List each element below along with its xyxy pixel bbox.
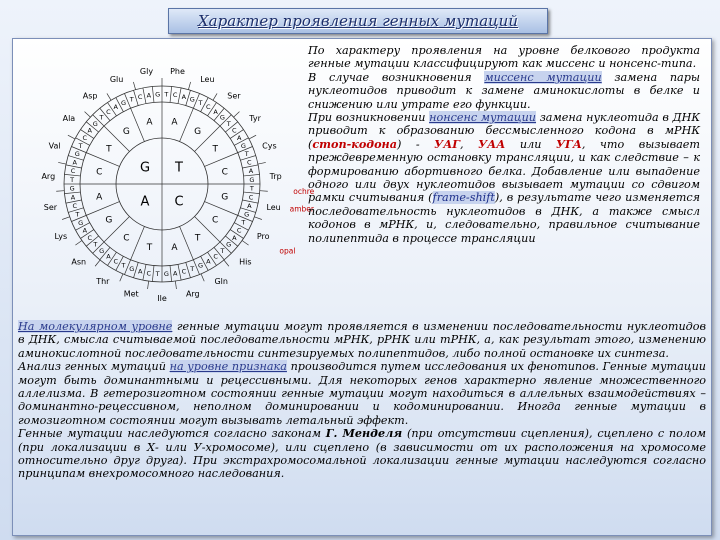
wheel-divider bbox=[213, 93, 217, 100]
wheel-divider bbox=[152, 266, 154, 282]
wheel-second-base: A bbox=[96, 192, 103, 203]
wheel-third-base: G bbox=[163, 270, 169, 279]
amino-acid-label: Lys bbox=[54, 232, 68, 242]
para-trait-pre: Анализ генных мутаций bbox=[18, 360, 170, 374]
wheel-third-base: A bbox=[87, 126, 92, 135]
wheel-second-base: T bbox=[106, 144, 112, 155]
wheel-third-base: G bbox=[249, 175, 255, 184]
wheel-second-base: A bbox=[171, 117, 178, 128]
wheel-third-base: T bbox=[75, 210, 80, 219]
wheel-third-base: G bbox=[99, 247, 105, 255]
wheel-third-base: A bbox=[248, 167, 254, 175]
amino-acid-label: Asn bbox=[71, 257, 87, 267]
amino-acid-label: Cys bbox=[262, 141, 277, 151]
para-missense-pre: В случае возникновения bbox=[308, 70, 485, 84]
wheel-second-base: C bbox=[212, 215, 219, 226]
text-dash: ) - bbox=[396, 137, 435, 151]
wheel-third-base: A bbox=[206, 257, 211, 266]
wheel-divider bbox=[120, 274, 123, 281]
para-nonsense-text: замена нуклеотида в ДНК приводит к образованию бессмысленного кодона в мРНК ( bbox=[308, 111, 701, 151]
wheel-divider bbox=[86, 202, 119, 216]
amino-acid-label: Arg bbox=[41, 172, 56, 181]
wheel-third-base: A bbox=[172, 269, 178, 278]
amino-acid-label: Leu bbox=[266, 203, 281, 212]
wheel-divider bbox=[249, 135, 256, 139]
stop-codon-label: opal bbox=[279, 246, 296, 256]
bottom-text-block bbox=[18, 320, 706, 481]
genetic-code-wheel bbox=[16, 40, 315, 312]
wheel-third-base: A bbox=[137, 267, 143, 276]
para-frameshift-pre: , что вызывает преждевременную остановку трансляции, и как следствие – к формированию абортивного белка. Добавление или выпадение одного или двух нуклеотидов вызывает мутации со сдвигом рамки считывания ( bbox=[308, 137, 700, 205]
wheel-divider bbox=[180, 226, 194, 259]
wheel-third-base: T bbox=[244, 149, 249, 158]
amino-acid-label: Ala bbox=[62, 114, 76, 124]
amino-acid-label: Glu bbox=[109, 75, 124, 85]
wheel-divider bbox=[234, 112, 240, 117]
para-nonsense-pre: При возникновении bbox=[308, 111, 430, 125]
wheel-second-base: G bbox=[105, 215, 113, 226]
amino-acid-label: His bbox=[239, 257, 252, 267]
wheel-third-base: A bbox=[181, 93, 187, 101]
wheel-divider bbox=[107, 93, 111, 100]
missense-term: миссенс мутации bbox=[484, 70, 602, 84]
wheel-divider bbox=[85, 112, 91, 117]
para-missense-post: замена пары нуклеотидов приводит к замене аминокислоты в белке и снижению или утрате его функции. bbox=[308, 70, 701, 111]
wheel-divider bbox=[204, 153, 237, 167]
wheel-divider bbox=[131, 226, 145, 259]
wheel-divider bbox=[143, 88, 146, 104]
wheel-third-base: T bbox=[220, 246, 225, 255]
wheel-third-base: C bbox=[206, 103, 211, 112]
para-frameshift-post: ), в результате чего изменяется последовательность нуклеотидов в ДНК, а также смысл кодонов в мРНК, и, следовательно, правильное считывание полипептида в процессе трансляции bbox=[308, 191, 700, 245]
wheel-third-base: G bbox=[78, 218, 84, 227]
wheel-divider bbox=[258, 162, 266, 164]
wheel-divider bbox=[133, 82, 135, 90]
wheel-third-base: G bbox=[189, 95, 195, 104]
amino-acid-label: Ile bbox=[157, 293, 167, 303]
para-trait: производится путем исследования их фенотипов. Генные мутации могут быть доминантными и рецессивными. Для некоторых генов характерно явление множественного аллелизма. В гетерозиготном состоянии генные мутации могут находиться в аллельных взаимодействиях – доминантно-рецессивном, неполном доминировании и кодоминировании. Иногда генные мутации в гомозиготном состоянии могут вызывать летальный эффект. bbox=[18, 360, 706, 427]
amino-acid-label: Gly bbox=[139, 66, 154, 76]
wheel-third-base: T bbox=[78, 141, 83, 150]
wheel-third-base: G bbox=[219, 113, 225, 122]
wheel-third-base: G bbox=[74, 150, 80, 158]
wheel-third-base: G bbox=[92, 119, 98, 128]
wheel-third-base: T bbox=[198, 98, 203, 107]
wheel-third-base: A bbox=[113, 103, 118, 112]
wheel-third-base: T bbox=[190, 265, 195, 273]
wheel-center-base: C bbox=[174, 194, 184, 210]
codon-uag: УАГ bbox=[434, 136, 461, 151]
amino-acid-label: Met bbox=[123, 289, 139, 299]
wheel-divider bbox=[86, 153, 119, 167]
wheel-third-base: G bbox=[244, 210, 250, 219]
codon-uaa: УАА bbox=[478, 136, 506, 151]
para-inheritance: (при отсутствии сцепления), сцеплено с полом (при локализации в Х- или У-хромосоме), или сцеплено (в зависимости от их расположения на хромосоме относительно друг друга). При экстрахромосомальной локализации генные мутации наследуются согласно принципам внехромосомного наследования. bbox=[18, 427, 706, 481]
para-inheritance-pre: Генные мутации наследуются согласно законам bbox=[18, 427, 326, 441]
wheel-third-base: A bbox=[213, 108, 218, 116]
wheel-divider bbox=[95, 260, 100, 266]
wheel-center-base: T bbox=[175, 160, 183, 176]
wheel-third-base: C bbox=[72, 202, 77, 211]
wheel-third-base: T bbox=[93, 240, 98, 249]
wheel-divider bbox=[224, 260, 229, 266]
wheel-third-base: A bbox=[106, 252, 111, 261]
amino-acid-label: Gln bbox=[214, 277, 228, 287]
wheel-third-base: C bbox=[87, 233, 92, 242]
wheel-divider bbox=[175, 281, 176, 289]
text-or: или bbox=[505, 137, 556, 151]
wheel-third-base: C bbox=[146, 269, 152, 278]
codon-uga: УГА bbox=[555, 136, 582, 151]
molecular-level-term: На молекулярном уровне bbox=[18, 320, 173, 333]
wheel-center-base: G bbox=[139, 160, 151, 176]
frameshift-term: frame-shift bbox=[432, 191, 495, 205]
wheel-third-base: A bbox=[232, 233, 237, 242]
wheel-third-base: C bbox=[82, 134, 88, 142]
wheel-divider bbox=[170, 266, 172, 282]
wheel-third-base: C bbox=[172, 91, 178, 100]
wheel-divider bbox=[204, 202, 237, 216]
wheel-third-base: A bbox=[70, 193, 76, 202]
amino-acid-label: Leu bbox=[200, 75, 215, 85]
wheel-divider bbox=[170, 86, 172, 102]
amino-acid-label: Tyr bbox=[249, 114, 261, 124]
wheel-third-base: T bbox=[226, 119, 231, 128]
wheel-third-base: A bbox=[247, 202, 252, 211]
wheel-third-base: T bbox=[70, 175, 75, 184]
wheel-third-base: T bbox=[129, 95, 134, 104]
amino-acid-label: Ser bbox=[227, 91, 241, 101]
right-text-block bbox=[308, 44, 700, 245]
wheel-third-base: T bbox=[241, 218, 246, 227]
wheel-third-base: C bbox=[236, 226, 242, 235]
wheel-second-base: A bbox=[171, 242, 178, 253]
wheel-divider bbox=[201, 274, 204, 281]
wheel-third-base: G bbox=[197, 261, 204, 270]
page-title: Характер проявления генных мутаций bbox=[198, 12, 518, 30]
amino-acid-label: Asp bbox=[82, 91, 98, 101]
title-bar bbox=[168, 8, 548, 34]
wheel-third-base: C bbox=[247, 158, 252, 167]
amino-acid-label: Trp bbox=[269, 172, 282, 181]
wheel-second-base: C bbox=[221, 167, 228, 178]
wheel-third-base: T bbox=[155, 270, 160, 279]
para-molecular: генные мутации могут проявляется в изменении последовательности нуклеотидов в ДНК, смысла считываемой последовательности мРНК, рРНК или тРНК, а, как результат этого, изменению аминокислотной последовательности синтезируемых полипептидов, либо полной остановке их синтеза. bbox=[18, 320, 706, 360]
wheel-third-base: G bbox=[120, 98, 127, 107]
wheel-second-base: G bbox=[194, 126, 202, 137]
wheel-third-base: C bbox=[181, 267, 187, 276]
nonsense-term: нонсенс мутации bbox=[429, 111, 537, 125]
wheel-third-base: A bbox=[146, 91, 152, 100]
wheel-third-base: G bbox=[129, 265, 135, 273]
amino-acid-label: Pro bbox=[256, 232, 270, 242]
stop-codon-label: ochre bbox=[293, 187, 315, 197]
wheel-divider bbox=[254, 217, 262, 220]
wheel-divider bbox=[180, 108, 194, 141]
amino-acid-label: Phe bbox=[170, 66, 185, 76]
wheel-second-base: T bbox=[146, 242, 153, 253]
wheel-third-base: T bbox=[121, 261, 126, 270]
wheel-third-base: T bbox=[164, 90, 169, 99]
wheel-third-base: C bbox=[137, 93, 143, 101]
wheel-divider bbox=[188, 82, 190, 90]
wheel-second-base: C bbox=[96, 167, 103, 178]
amino-acid-label: Val bbox=[48, 141, 61, 151]
wheel-third-base: T bbox=[249, 184, 254, 193]
wheel-second-base: A bbox=[146, 117, 153, 128]
wheel-third-base: G bbox=[226, 240, 232, 249]
amino-acid-label: Arg bbox=[185, 289, 200, 299]
wheel-divider bbox=[152, 86, 154, 102]
wheel-center-base: A bbox=[140, 194, 150, 210]
wheel-third-base: A bbox=[82, 226, 88, 235]
wheel-third-base: G bbox=[69, 184, 75, 193]
wheel-divider bbox=[56, 191, 64, 192]
wheel-divider bbox=[75, 241, 82, 246]
wheel-third-base: C bbox=[232, 126, 237, 135]
wheel-third-base: C bbox=[70, 167, 76, 176]
trait-level-term: на уровне признака bbox=[169, 360, 287, 374]
amino-acid-label: Ser bbox=[43, 203, 58, 212]
wheel-divider bbox=[260, 191, 268, 192]
wheel-third-base: C bbox=[248, 193, 254, 202]
wheel-third-base: A bbox=[72, 158, 77, 167]
wheel-third-base: C bbox=[213, 252, 218, 261]
wheel-divider bbox=[131, 108, 145, 141]
wheel-third-base: G bbox=[155, 90, 161, 99]
wheel-divider bbox=[148, 281, 149, 289]
mendel-term: Г. Менделя bbox=[325, 426, 403, 441]
wheel-third-base: T bbox=[99, 113, 104, 122]
wheel-third-base: C bbox=[106, 108, 111, 116]
para-classification: По характеру проявления на уровне белкового продукта генные мутации классифицируют как миссенс и нонсенс-типа. bbox=[308, 44, 700, 71]
wheel-divider bbox=[58, 162, 66, 164]
stop-codon-label: amber bbox=[289, 204, 314, 214]
wheel-divider bbox=[68, 135, 75, 139]
wheel-second-base: C bbox=[123, 233, 130, 244]
wheel-second-base: G bbox=[122, 126, 130, 137]
stop-codon-term: стоп-кодона bbox=[312, 136, 397, 151]
wheel-second-base: G bbox=[221, 192, 229, 203]
text-comma: , bbox=[460, 137, 479, 151]
wheel-third-base: C bbox=[113, 257, 118, 266]
wheel-second-base: T bbox=[212, 144, 218, 155]
wheel-second-base: T bbox=[194, 233, 201, 244]
wheel-third-base: G bbox=[240, 141, 246, 150]
wheel-divider bbox=[242, 241, 249, 246]
amino-acid-label: Thr bbox=[96, 277, 110, 287]
wheel-divider bbox=[62, 217, 70, 220]
wheel-third-base: A bbox=[236, 134, 242, 142]
